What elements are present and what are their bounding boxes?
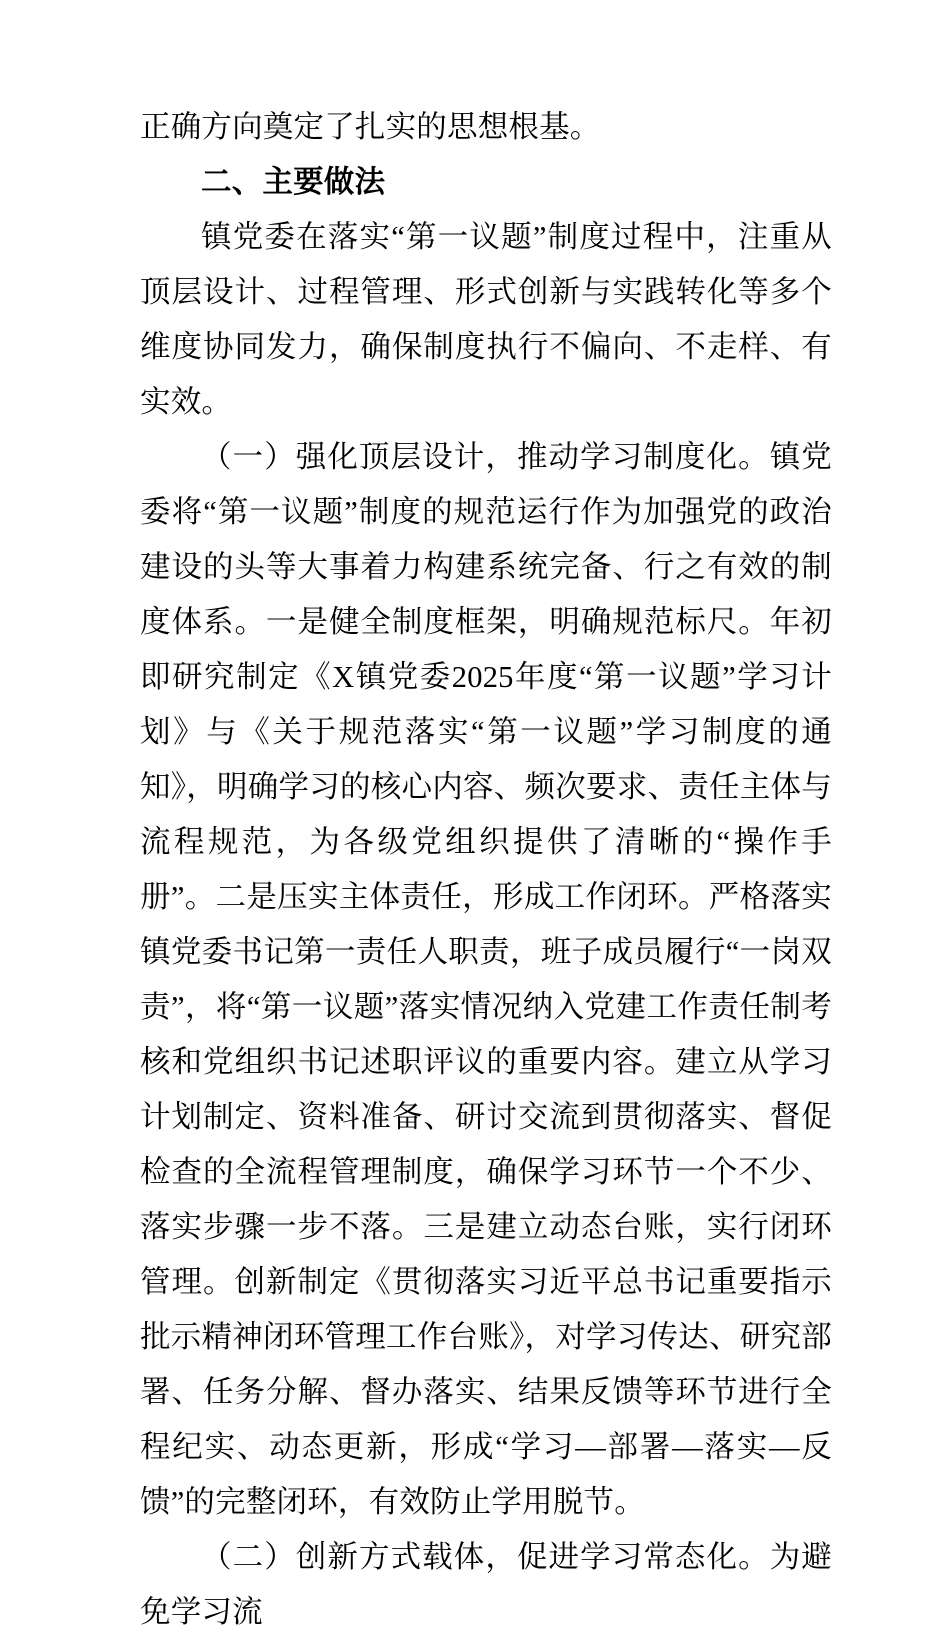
section-heading-main-practices: 二、主要做法 (201, 165, 386, 199)
paragraph-section-two: （二）创新方式载体，促进学习常态化。为避免学习流 (140, 1540, 832, 1629)
document-body (140, 100, 832, 1640)
paragraph-overview: 镇党委在落实“第一议题”制度过程中，注重从顶层设计、过程管理、形式创新与实践转化等多个维度协同发力，确保制度执行不偏向、不走样、有实效。 (140, 220, 832, 419)
paragraph-continued-line: 正确方向奠定了扎实的思想根基。 (140, 110, 601, 144)
paragraph-section-one: （一）强化顶层设计，推动学习制度化。镇党委将“第一议题”制度的规范运行作为加强党的政治建设的头等大事着力构建系统完备、行之有效的制度体系。一是健全制度框架，明确规范标尺。年初即研究制定《X镇党委2025年度“第一议题”学习计划》与《关于规范落实“第一议题”学习制度的通知》，明确学习的核心内容、频次要求、责任主体与流程规范，为各级党组织提供了清晰的“操作手册”。二是压实主体责任，形成工作闭环。严格落实镇党委书记第一责任人职责，班子成员履行“一岗双责”，将“第一议题”落实情况纳入党建工作责任制考核和党组织书记述职评议的重要内容。建立从学习计划制定、资料准备、研讨交流到贯彻落实、督促检查的全流程管理制度，确保学习环节一个不少、落实步骤一步不落。三是建立动态台账，实行闭环管理。创新制定《贯彻落实习近平总书记重要指示批示精神闭环管理工作台账》，对学习传达、研究部署、任务分解、督办落实、结果反馈等环节进行全程纪实、动态更新，形成“学习—部署—落实—反馈”的完整闭环，有效防止学用脱节。 (140, 440, 832, 1519)
